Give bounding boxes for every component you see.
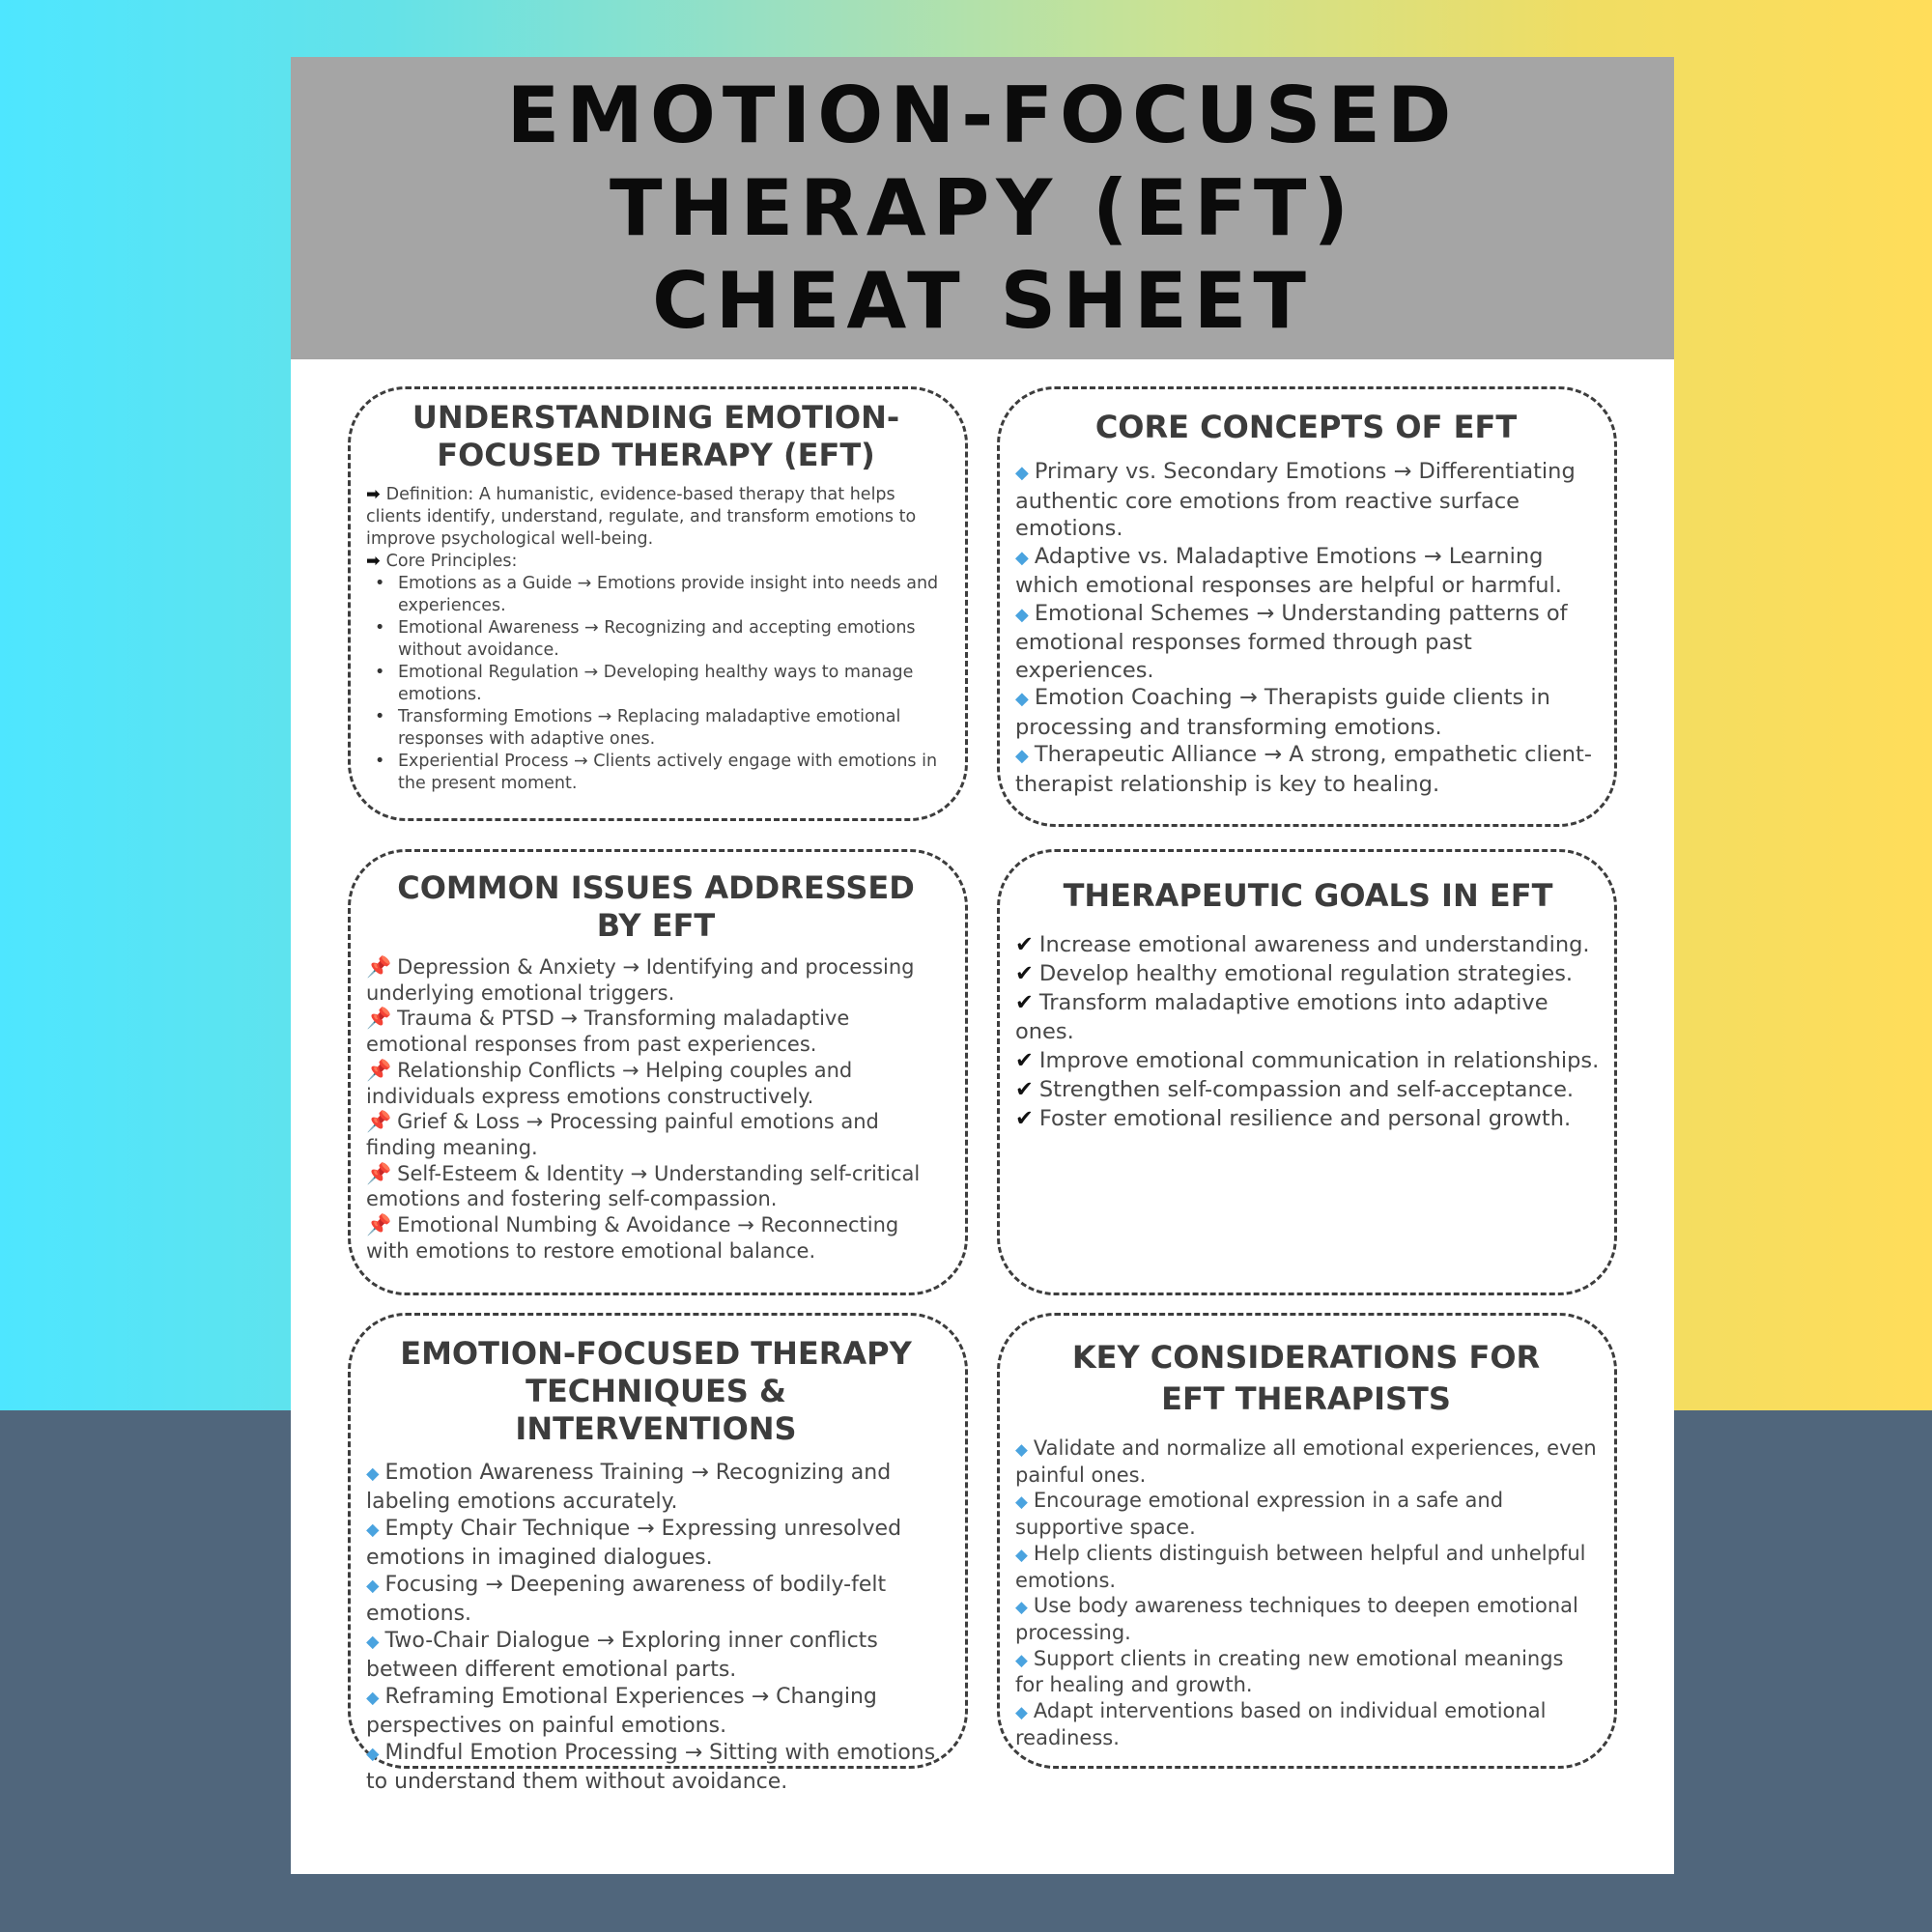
checkmark-icon: ✔: [1015, 1106, 1034, 1131]
card-title: UNDERSTANDING EMOTION-FOCUSED THERAPY (EFT): [412, 399, 900, 473]
list-item: • Transforming Emotions → Replacing maladaptive emotional responses with adaptive ones.: [398, 706, 946, 751]
blue-diamond-icon: ◆: [1015, 1439, 1028, 1459]
blue-diamond-icon: ◆: [1015, 1702, 1028, 1722]
pushpin-icon: 📌: [366, 1058, 392, 1082]
core-principles-label: Core Principles:: [385, 552, 518, 571]
definition-text: Definition: A humanistic, evidence-based therapy that helps clients identify, understand, regulate, and transform emotions to improve psychological well-being.: [366, 485, 917, 549]
list-item: 📌 Trauma & PTSD → Transforming maladaptive emotional responses from past experiences.: [366, 1007, 850, 1057]
blue-diamond-icon: ◆: [1015, 689, 1029, 709]
definition-line: [366, 484, 946, 551]
list-item: ✔ Strengthen self-compassion and self-acceptance.: [1015, 1077, 1575, 1102]
card-understanding-eft: [348, 386, 968, 821]
card-body: [1015, 458, 1597, 798]
page-title-line-2: THERAPY (EFT): [609, 162, 1356, 253]
card-title: THERAPEUTIC GOALS IN EFT: [1063, 877, 1553, 914]
blue-diamond-icon: ◆: [366, 1689, 380, 1708]
page-title-line-3: CHEAT SHEET: [652, 255, 1313, 346]
card-body: [1015, 930, 1601, 1133]
list-item: ✔ Foster emotional resilience and personal growth.: [1015, 1106, 1572, 1131]
blue-diamond-icon: ◆: [1015, 1544, 1028, 1564]
blue-diamond-icon: ◆: [366, 1633, 380, 1652]
list-item: ◆ Two-Chair Dialogue → Exploring inner conflicts between different emotional parts.: [366, 1629, 878, 1682]
list-item: ◆ Focusing → Deepening awareness of bodily-felt emotions.: [366, 1573, 887, 1626]
list-item: 📌 Emotional Numbing & Avoidance → Reconnecting with emotions to restore emotional balance.: [366, 1213, 899, 1263]
principles-list: [398, 573, 946, 795]
card-common-issues: [348, 849, 968, 1295]
cheat-sheet-page: [291, 57, 1674, 1874]
blue-diamond-icon: ◆: [366, 1464, 380, 1484]
blue-diamond-icon: ◆: [366, 1577, 380, 1596]
pushpin-icon: 📌: [366, 1110, 392, 1134]
list-item: ◆ Reframing Emotional Experiences → Changing perspectives on painful emotions.: [366, 1685, 877, 1738]
core-principles-line: [366, 551, 946, 573]
card-body: [366, 954, 946, 1264]
list-item: ◆ Empty Chair Technique → Expressing unresolved emotions in imagined dialogues.: [366, 1517, 902, 1570]
blue-diamond-icon: ◆: [1015, 1492, 1028, 1512]
pushpin-icon: 📌: [366, 1007, 392, 1031]
list-item: 📌 Depression & Anxiety → Identifying and processing underlying emotional triggers.: [366, 955, 915, 1005]
card-body: [1015, 1435, 1597, 1750]
page-header: [291, 57, 1674, 359]
blue-diamond-icon: ◆: [1015, 547, 1029, 568]
checkmark-icon: ✔: [1015, 990, 1034, 1015]
card-key-considerations: [997, 1313, 1617, 1769]
card-therapeutic-goals: [997, 849, 1617, 1295]
card-title: CORE CONCEPTS OF EFT: [1094, 409, 1518, 445]
page-title-line-1: EMOTION-FOCUSED: [506, 70, 1459, 160]
list-item: ✔ Increase emotional awareness and understanding.: [1015, 932, 1590, 957]
arrow-right-icon: ➡: [366, 485, 381, 504]
list-item: ◆ Encourage emotional expression in a safe and supportive space.: [1015, 1489, 1504, 1540]
card-body: [366, 484, 946, 795]
list-item: ✔ Improve emotional communication in relationships.: [1015, 1048, 1600, 1073]
blue-diamond-icon: ◆: [1015, 1597, 1028, 1617]
list-item: 📌 Self-Esteem & Identity → Understanding self-critical emotions and fostering self-compassion.: [366, 1161, 921, 1211]
checkmark-icon: ✔: [1015, 961, 1034, 986]
checkmark-icon: ✔: [1015, 1048, 1034, 1073]
list-item: ◆ Emotion Coaching → Therapists guide clients in processing and transforming emotions.: [1015, 685, 1550, 740]
pushpin-icon: 📌: [366, 1161, 392, 1185]
list-item: • Emotions as a Guide → Emotions provide insight into needs and experiences.: [398, 573, 946, 617]
list-item: ◆ Adapt interventions based on individual emotional readiness.: [1015, 1699, 1547, 1749]
list-item: ✔ Develop healthy emotional regulation strategies.: [1015, 961, 1574, 986]
pushpin-icon: 📌: [366, 1213, 392, 1237]
blue-diamond-icon: ◆: [1015, 604, 1029, 625]
card-title: COMMON ISSUES ADDRESSED BY EFT: [397, 869, 915, 944]
arrow-right-icon: ➡: [366, 552, 381, 571]
list-item: • Experiential Process → Clients actively engage with emotions in the present moment.: [398, 751, 946, 795]
list-item: ◆ Use body awareness techniques to deepen emotional processing.: [1015, 1594, 1578, 1644]
checkmark-icon: ✔: [1015, 932, 1034, 957]
list-item: ◆ Validate and normalize all emotional experiences, even painful ones.: [1015, 1436, 1597, 1487]
list-item: ◆ Mindful Emotion Processing → Sitting with emotions to understand them without avoidance.: [366, 1741, 936, 1794]
list-item: ◆ Primary vs. Secondary Emotions → Differentiating authentic core emotions from reactive surface emotions.: [1015, 459, 1576, 541]
list-item: ◆ Emotional Schemes → Understanding patterns of emotional responses formed through past experiences.: [1015, 600, 1568, 683]
card-body: [366, 1460, 946, 1796]
blue-diamond-icon: ◆: [1015, 746, 1029, 766]
list-item: ◆ Emotion Awareness Training → Recognizing and labeling emotions accurately.: [366, 1461, 892, 1514]
pushpin-icon: 📌: [366, 955, 392, 979]
blue-diamond-icon: ◆: [366, 1520, 380, 1540]
card-core-concepts: [997, 386, 1617, 827]
list-item: ✔ Transform maladaptive emotions into adaptive ones.: [1015, 990, 1548, 1044]
list-item: • Emotional Awareness → Recognizing and accepting emotions without avoidance.: [398, 617, 946, 662]
card-title: KEY CONSIDERATIONS FOR EFT THERAPISTS: [1071, 1339, 1541, 1417]
list-item: ◆ Help clients distinguish between helpful and unhelpful emotions.: [1015, 1541, 1586, 1592]
list-item: • Emotional Regulation → Developing healthy ways to manage emotions.: [398, 662, 946, 706]
list-item: ◆ Therapeutic Alliance → A strong, empathetic client-therapist relationship is key to healing.: [1015, 742, 1592, 797]
list-item: 📌 Relationship Conflicts → Helping couples and individuals express emotions constructively.: [366, 1058, 853, 1108]
list-item: ◆ Adaptive vs. Maladaptive Emotions → Learning which emotional responses are helpful or harmful.: [1015, 543, 1562, 598]
list-item: ◆ Support clients in creating new emotional meanings for healing and growth.: [1015, 1646, 1564, 1697]
card-title: EMOTION-FOCUSED THERAPY TECHNIQUES & INTERVENTIONS: [400, 1335, 912, 1447]
card-techniques: [348, 1313, 968, 1794]
checkmark-icon: ✔: [1015, 1077, 1034, 1102]
list-item: 📌 Grief & Loss → Processing painful emotions and finding meaning.: [366, 1110, 879, 1159]
blue-diamond-icon: ◆: [366, 1745, 380, 1764]
blue-diamond-icon: ◆: [1015, 463, 1029, 483]
blue-diamond-icon: ◆: [1015, 1649, 1028, 1669]
